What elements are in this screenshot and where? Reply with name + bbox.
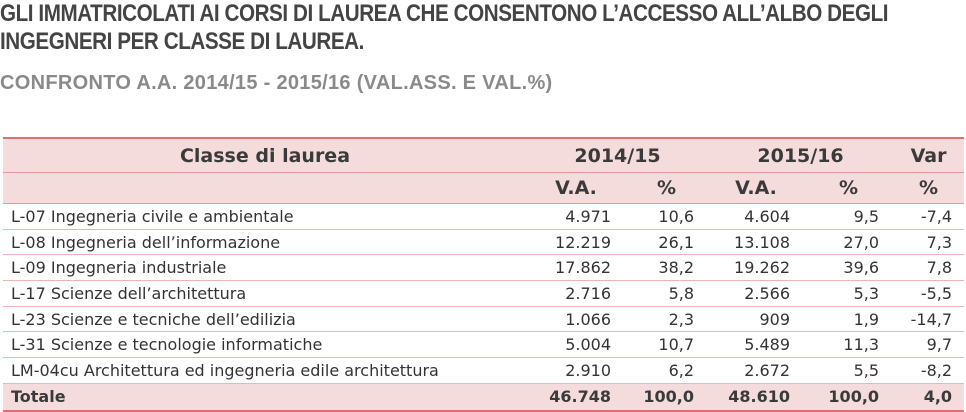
table-row	[3, 306, 964, 332]
row-var: -7,4	[893, 204, 964, 230]
header-blank	[3, 173, 527, 204]
row-name: L-07 Ingegneria civile e ambientale	[3, 204, 527, 230]
table-row	[3, 332, 964, 358]
row-name: L-31 Scienze e tecnologie informatiche	[3, 332, 527, 358]
row-pct-2014-15: 26,1	[625, 229, 708, 255]
row-pct-2015-16: 39,6	[804, 255, 893, 281]
row-va-2014-15: 1.066	[527, 306, 625, 332]
row-name: L-08 Ingegneria dell’informazione	[3, 229, 527, 255]
total-va-2014-15: 46.748	[527, 383, 625, 411]
total-pct-2015-16: 100,0	[804, 383, 893, 411]
row-name: L-17 Scienze dell’architettura	[3, 281, 527, 307]
table-row	[3, 204, 964, 230]
total-va-2015-16: 48.610	[708, 383, 804, 411]
row-va-2015-16: 19.262	[708, 255, 804, 281]
row-var: 7,8	[893, 255, 964, 281]
row-pct-2014-15: 10,6	[625, 204, 708, 230]
row-va-2015-16: 4.604	[708, 204, 804, 230]
row-va-2015-16: 2.566	[708, 281, 804, 307]
row-var: -8,2	[893, 358, 964, 384]
row-var: 7,3	[893, 229, 964, 255]
row-pct-2014-15: 2,3	[625, 306, 708, 332]
row-pct-2014-15: 38,2	[625, 255, 708, 281]
row-va-2015-16: 2.672	[708, 358, 804, 384]
row-va-2015-16: 5.489	[708, 332, 804, 358]
total-var: 4,0	[893, 383, 964, 411]
header-pct-2014-15: %	[625, 173, 708, 204]
row-name: L-09 Ingegneria industriale	[3, 255, 527, 281]
header-row-years	[3, 138, 964, 173]
row-va-2014-15: 2.910	[527, 358, 625, 384]
header-year-2015-16: 2015/16	[708, 138, 893, 173]
row-va-2014-15: 17.862	[527, 255, 625, 281]
row-var: 9,7	[893, 332, 964, 358]
row-pct-2015-16: 27,0	[804, 229, 893, 255]
row-var: -14,7	[893, 306, 964, 332]
row-va-2014-15: 4.971	[527, 204, 625, 230]
table-row	[3, 281, 964, 307]
total-label: Totale	[3, 383, 527, 411]
table-row	[3, 358, 964, 384]
row-name: LM-04cu Architettura ed ingegneria edile architettura	[3, 358, 527, 384]
total-row	[3, 383, 964, 411]
row-pct-2014-15: 5,8	[625, 281, 708, 307]
table-row	[3, 229, 964, 255]
total-pct-2014-15: 100,0	[625, 383, 708, 411]
header-classe: Classe di laurea	[3, 138, 527, 173]
row-pct-2015-16: 1,9	[804, 306, 893, 332]
row-name: L-23 Scienze e tecniche dell’edilizia	[3, 306, 527, 332]
row-va-2014-15: 5.004	[527, 332, 625, 358]
row-va-2015-16: 13.108	[708, 229, 804, 255]
header-row-units	[3, 173, 964, 204]
row-pct-2015-16: 9,5	[804, 204, 893, 230]
row-pct-2015-16: 11,3	[804, 332, 893, 358]
row-va-2014-15: 12.219	[527, 229, 625, 255]
row-va-2014-15: 2.716	[527, 281, 625, 307]
row-pct-2015-16: 5,5	[804, 358, 893, 384]
row-pct-2015-16: 5,3	[804, 281, 893, 307]
row-pct-2014-15: 10,7	[625, 332, 708, 358]
header-pct-2015-16: %	[804, 173, 893, 204]
data-table	[3, 137, 964, 412]
header-pct-var: %	[893, 173, 964, 204]
row-va-2015-16: 909	[708, 306, 804, 332]
page-subtitle: CONFRONTO A.A. 2014/15 - 2015/16 (VAL.ASS. E VAL.%)	[0, 72, 553, 94]
header-var: Var	[893, 138, 964, 173]
table-row	[3, 255, 964, 281]
page-title: GLI IMMATRICOLATI AI CORSI DI LAUREA CHE CONSENTONO L’ACCESSO ALL’ALBO DEGLI INGEGNERI PER CLASSE DI LAUREA.	[0, 0, 889, 55]
header-va-2015-16: V.A.	[708, 173, 804, 204]
row-pct-2014-15: 6,2	[625, 358, 708, 384]
header-va-2014-15: V.A.	[527, 173, 625, 204]
row-var: -5,5	[893, 281, 964, 307]
header-year-2014-15: 2014/15	[527, 138, 708, 173]
